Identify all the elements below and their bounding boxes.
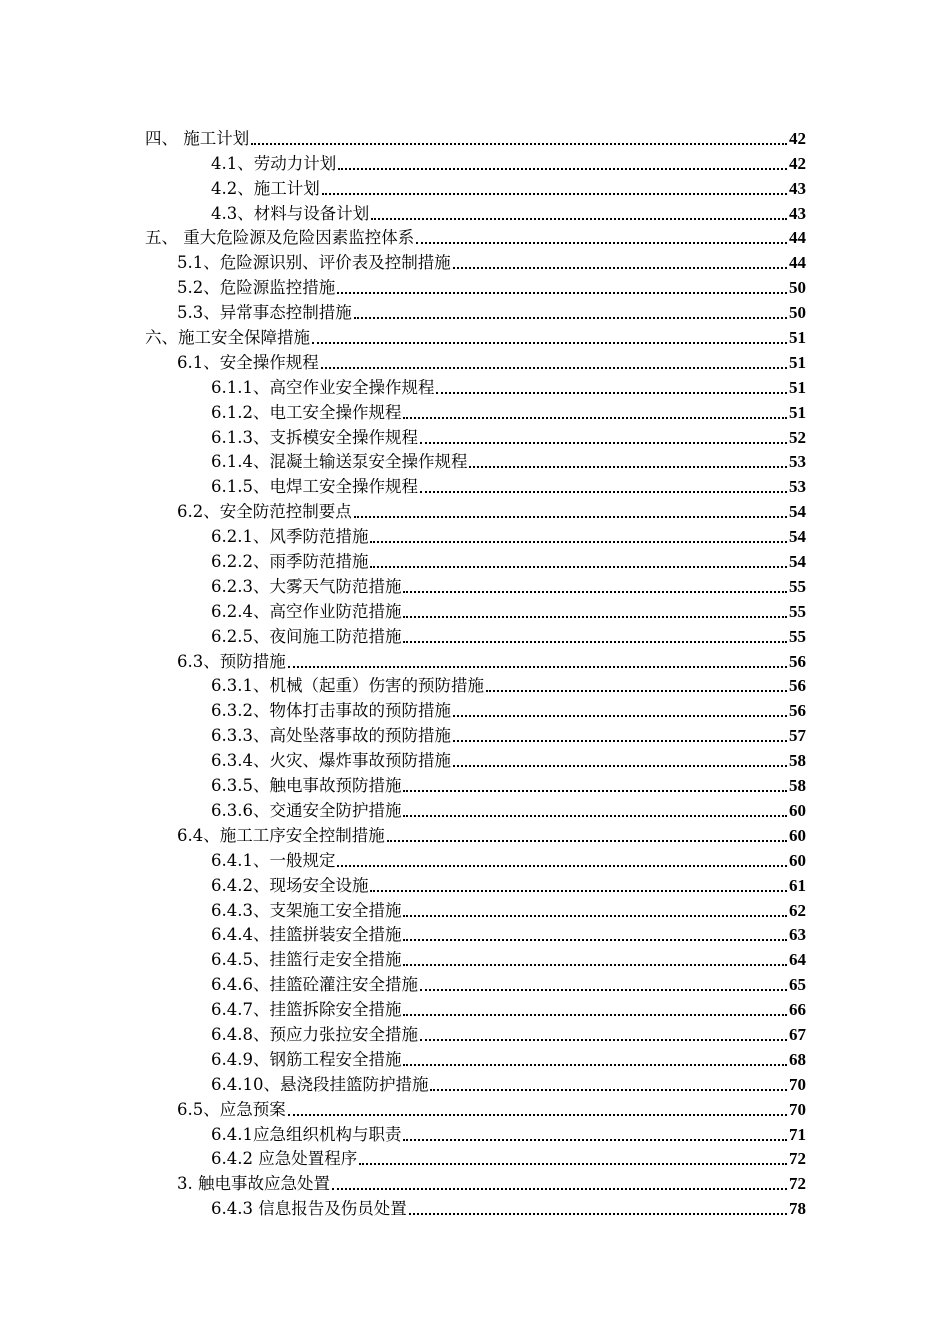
table-of-contents [145, 126, 806, 1221]
toc-entry-page-number: 65 [789, 975, 806, 995]
toc-entry-title: 3. 触电事故应急处置 [177, 1174, 330, 1194]
toc-entry-title: 4.3、材料与设备计划 [211, 203, 370, 223]
toc-entry-page-number: 44 [789, 228, 806, 248]
toc-entry-title: 6.2、安全防范控制要点 [177, 502, 352, 522]
toc-entry[interactable] [145, 499, 806, 524]
toc-entry-title: 5.1、危险源识别、评价表及控制措施 [177, 253, 451, 273]
toc-entry-title: 6.1.1、高空作业安全操作规程 [211, 377, 435, 397]
dot-leader [486, 690, 787, 692]
toc-entry[interactable] [145, 549, 806, 574]
toc-entry[interactable] [145, 275, 806, 300]
toc-entry[interactable] [145, 474, 806, 499]
toc-entry-page-number: 61 [789, 875, 806, 895]
toc-entry-title: 6.4.8、预应力张拉安全措施 [211, 1024, 418, 1044]
toc-entry-title: 5.3、异常事态控制措施 [177, 303, 352, 323]
toc-entry-page-number: 58 [789, 776, 806, 796]
toc-entry-title: 6.4、施工工序安全控制措施 [177, 825, 385, 845]
toc-entry[interactable] [145, 1022, 806, 1047]
toc-entry-title: 六、施工安全保障措施 [145, 328, 310, 348]
toc-entry-title: 6.2.4、高空作业防范措施 [211, 601, 402, 621]
toc-entry-title: 6.3.3、高处坠落事故的预防措施 [211, 726, 451, 746]
toc-entry[interactable] [145, 624, 806, 649]
toc-entry-title: 6.4.3、支架施工安全措施 [211, 900, 402, 920]
toc-entry-page-number: 51 [789, 402, 806, 422]
toc-entry-page-number: 54 [789, 552, 806, 572]
toc-entry-page-number: 67 [789, 1024, 806, 1044]
dot-leader [337, 865, 787, 867]
toc-entry[interactable] [145, 848, 806, 873]
toc-entry-title: 6.4.4、挂篮拼装安全措施 [211, 925, 402, 945]
toc-entry[interactable] [145, 1196, 806, 1221]
toc-entry[interactable] [145, 997, 806, 1022]
dot-leader [251, 143, 787, 145]
toc-entry-title: 6.3.1、机械（起重）伤害的预防措施 [211, 676, 484, 696]
toc-entry-title: 6.2.1、风季防范措施 [211, 527, 369, 547]
toc-entry[interactable] [145, 674, 806, 699]
toc-entry-page-number: 71 [789, 1124, 806, 1144]
dot-leader [371, 218, 787, 220]
toc-entry-page-number: 55 [789, 626, 806, 646]
toc-entry[interactable] [145, 773, 806, 798]
toc-entry[interactable] [145, 226, 806, 251]
toc-entry-page-number: 51 [789, 328, 806, 348]
toc-entry[interactable] [145, 947, 806, 972]
toc-entry[interactable] [145, 1147, 806, 1172]
toc-entry[interactable] [145, 1171, 806, 1196]
toc-entry-title: 6.4.3 信息报告及伤员处置 [211, 1199, 407, 1219]
dot-leader [403, 616, 787, 618]
toc-entry-title: 6.2.3、大雾天气防范措施 [211, 576, 402, 596]
toc-entry[interactable] [145, 325, 806, 350]
toc-entry-page-number: 54 [789, 502, 806, 522]
dot-leader [403, 790, 787, 792]
toc-entry[interactable] [145, 1122, 806, 1147]
toc-entry-title: 6.2.2、雨季防范措施 [211, 552, 369, 572]
dot-leader [321, 367, 787, 369]
toc-entry-page-number: 58 [789, 751, 806, 771]
toc-entry-title: 6.3.5、触电事故预防措施 [211, 776, 402, 796]
toc-entry[interactable] [145, 649, 806, 674]
toc-entry[interactable] [145, 574, 806, 599]
dot-leader [403, 915, 787, 917]
toc-entry-page-number: 63 [789, 925, 806, 945]
toc-entry-title: 4.2、施工计划 [211, 178, 320, 198]
toc-entry-page-number: 50 [789, 303, 806, 323]
toc-entry[interactable] [145, 375, 806, 400]
toc-entry-page-number: 53 [789, 452, 806, 472]
toc-entry-page-number: 50 [789, 278, 806, 298]
toc-entry-title: 五、 重大危险源及危险因素监控体系 [145, 228, 415, 248]
dot-leader [403, 939, 787, 941]
toc-entry-page-number: 62 [789, 900, 806, 920]
dot-leader [370, 541, 787, 543]
dot-leader [430, 1089, 787, 1091]
toc-entry[interactable] [145, 798, 806, 823]
toc-entry-page-number: 57 [789, 726, 806, 746]
dot-leader [322, 193, 787, 195]
toc-entry[interactable] [145, 176, 806, 201]
dot-leader [312, 342, 787, 344]
dot-leader [354, 317, 787, 319]
toc-entry[interactable] [145, 1047, 806, 1072]
dot-leader [403, 1064, 787, 1066]
dot-leader [453, 267, 787, 269]
toc-entry[interactable] [145, 450, 806, 475]
toc-entry-title: 6.4.1、一般规定 [211, 850, 336, 870]
toc-entry-title: 6.4.5、挂篮行走安全措施 [211, 950, 402, 970]
dot-leader [453, 765, 787, 767]
toc-entry[interactable] [145, 250, 806, 275]
toc-entry-page-number: 78 [789, 1199, 806, 1219]
dot-leader [288, 666, 787, 668]
toc-entry-title: 5.2、危险源监控措施 [177, 278, 336, 298]
toc-entry-page-number: 51 [789, 377, 806, 397]
dot-leader [403, 815, 787, 817]
toc-entry[interactable] [145, 873, 806, 898]
toc-entry-page-number: 42 [789, 153, 806, 173]
toc-entry-title: 6.4.6、挂篮砼灌注安全措施 [211, 975, 418, 995]
dot-leader [420, 1039, 787, 1041]
toc-entry-title: 6.4.1应急组织机构与职责 [211, 1124, 402, 1144]
toc-entry-page-number: 54 [789, 527, 806, 547]
toc-entry-title: 6.3、预防措施 [177, 651, 286, 671]
toc-entry-title: 四、 施工计划 [145, 128, 250, 148]
toc-entry-title: 6.5、应急预案 [177, 1099, 286, 1119]
dot-leader [337, 292, 787, 294]
toc-entry[interactable] [145, 723, 806, 748]
dot-leader [403, 1014, 787, 1016]
toc-entry[interactable] [145, 698, 806, 723]
toc-entry-page-number: 56 [789, 676, 806, 696]
toc-entry-title: 6.4.2、现场安全设施 [211, 875, 369, 895]
toc-entry[interactable] [145, 748, 806, 773]
dot-leader [387, 840, 787, 842]
toc-entry[interactable] [145, 898, 806, 923]
toc-entry-page-number: 70 [789, 1074, 806, 1094]
toc-entry-page-number: 42 [789, 128, 806, 148]
toc-entry-title: 6.4.9、钢筋工程安全措施 [211, 1049, 402, 1069]
toc-entry-page-number: 56 [789, 651, 806, 671]
dot-leader [453, 740, 787, 742]
toc-entry-title: 4.1、劳动力计划 [211, 153, 337, 173]
dot-leader [370, 566, 787, 568]
toc-entry-title: 6.2.5、夜间施工防范措施 [211, 626, 402, 646]
dot-leader [288, 1114, 787, 1116]
toc-entry-title: 6.3.2、物体打击事故的预防措施 [211, 701, 451, 721]
toc-entry[interactable] [145, 300, 806, 325]
toc-entry-title: 6.4.10、悬浇段挂篮防护措施 [211, 1074, 429, 1094]
toc-entry-page-number: 43 [789, 203, 806, 223]
toc-entry-title: 6.1.5、电焊工安全操作规程 [211, 477, 418, 497]
dot-leader [403, 1139, 787, 1141]
dot-leader [416, 242, 787, 244]
toc-entry-page-number: 52 [789, 427, 806, 447]
toc-entry-title: 6.1.2、电工安全操作规程 [211, 402, 402, 422]
dot-leader [420, 442, 787, 444]
dot-leader [359, 1163, 787, 1165]
dot-leader [403, 641, 787, 643]
toc-entry-title: 6.4.2 应急处置程序 [211, 1149, 358, 1169]
dot-leader [420, 491, 787, 493]
toc-entry-page-number: 60 [789, 850, 806, 870]
toc-entry[interactable] [145, 400, 806, 425]
toc-entry-page-number: 70 [789, 1099, 806, 1119]
toc-entry-page-number: 72 [789, 1149, 806, 1169]
toc-entry-page-number: 60 [789, 825, 806, 845]
toc-entry-page-number: 51 [789, 352, 806, 372]
toc-entry[interactable] [145, 524, 806, 549]
dot-leader [403, 964, 787, 966]
toc-entry-page-number: 55 [789, 576, 806, 596]
toc-entry[interactable] [145, 972, 806, 997]
toc-entry-page-number: 43 [789, 178, 806, 198]
dot-leader [436, 392, 787, 394]
toc-entry-page-number: 53 [789, 477, 806, 497]
toc-entry-page-number: 72 [789, 1174, 806, 1194]
toc-entry-page-number: 66 [789, 1000, 806, 1020]
toc-entry[interactable] [145, 201, 806, 226]
dot-leader [409, 1213, 787, 1215]
dot-leader [338, 168, 787, 170]
toc-entry-title: 6.3.6、交通安全防护措施 [211, 800, 402, 820]
dot-leader [370, 890, 787, 892]
toc-entry[interactable] [145, 599, 806, 624]
dot-leader [453, 715, 787, 717]
toc-entry-title: 6.3.4、火灾、爆炸事故预防措施 [211, 751, 451, 771]
toc-entry-page-number: 68 [789, 1049, 806, 1069]
dot-leader [420, 989, 787, 991]
toc-entry-title: 6.1、安全操作规程 [177, 352, 319, 372]
toc-entry[interactable] [145, 425, 806, 450]
dot-leader [332, 1188, 787, 1190]
toc-entry[interactable] [145, 350, 806, 375]
toc-entry[interactable] [145, 1072, 806, 1097]
toc-entry[interactable] [145, 923, 806, 948]
toc-entry-title: 6.1.3、支拆模安全操作规程 [211, 427, 418, 447]
dot-leader [403, 591, 787, 593]
dot-leader [354, 516, 787, 518]
toc-entry[interactable] [145, 823, 806, 848]
dot-leader [469, 466, 787, 468]
dot-leader [403, 417, 787, 419]
toc-entry[interactable] [145, 151, 806, 176]
toc-entry-page-number: 60 [789, 800, 806, 820]
toc-entry-page-number: 64 [789, 950, 806, 970]
toc-entry-page-number: 56 [789, 701, 806, 721]
toc-entry-page-number: 55 [789, 601, 806, 621]
toc-entry-title: 6.1.4、混凝土输送泵安全操作规程 [211, 452, 468, 472]
toc-entry[interactable] [145, 126, 806, 151]
toc-entry[interactable] [145, 1097, 806, 1122]
toc-entry-page-number: 44 [789, 253, 806, 273]
toc-entry-title: 6.4.7、挂篮拆除安全措施 [211, 1000, 402, 1020]
